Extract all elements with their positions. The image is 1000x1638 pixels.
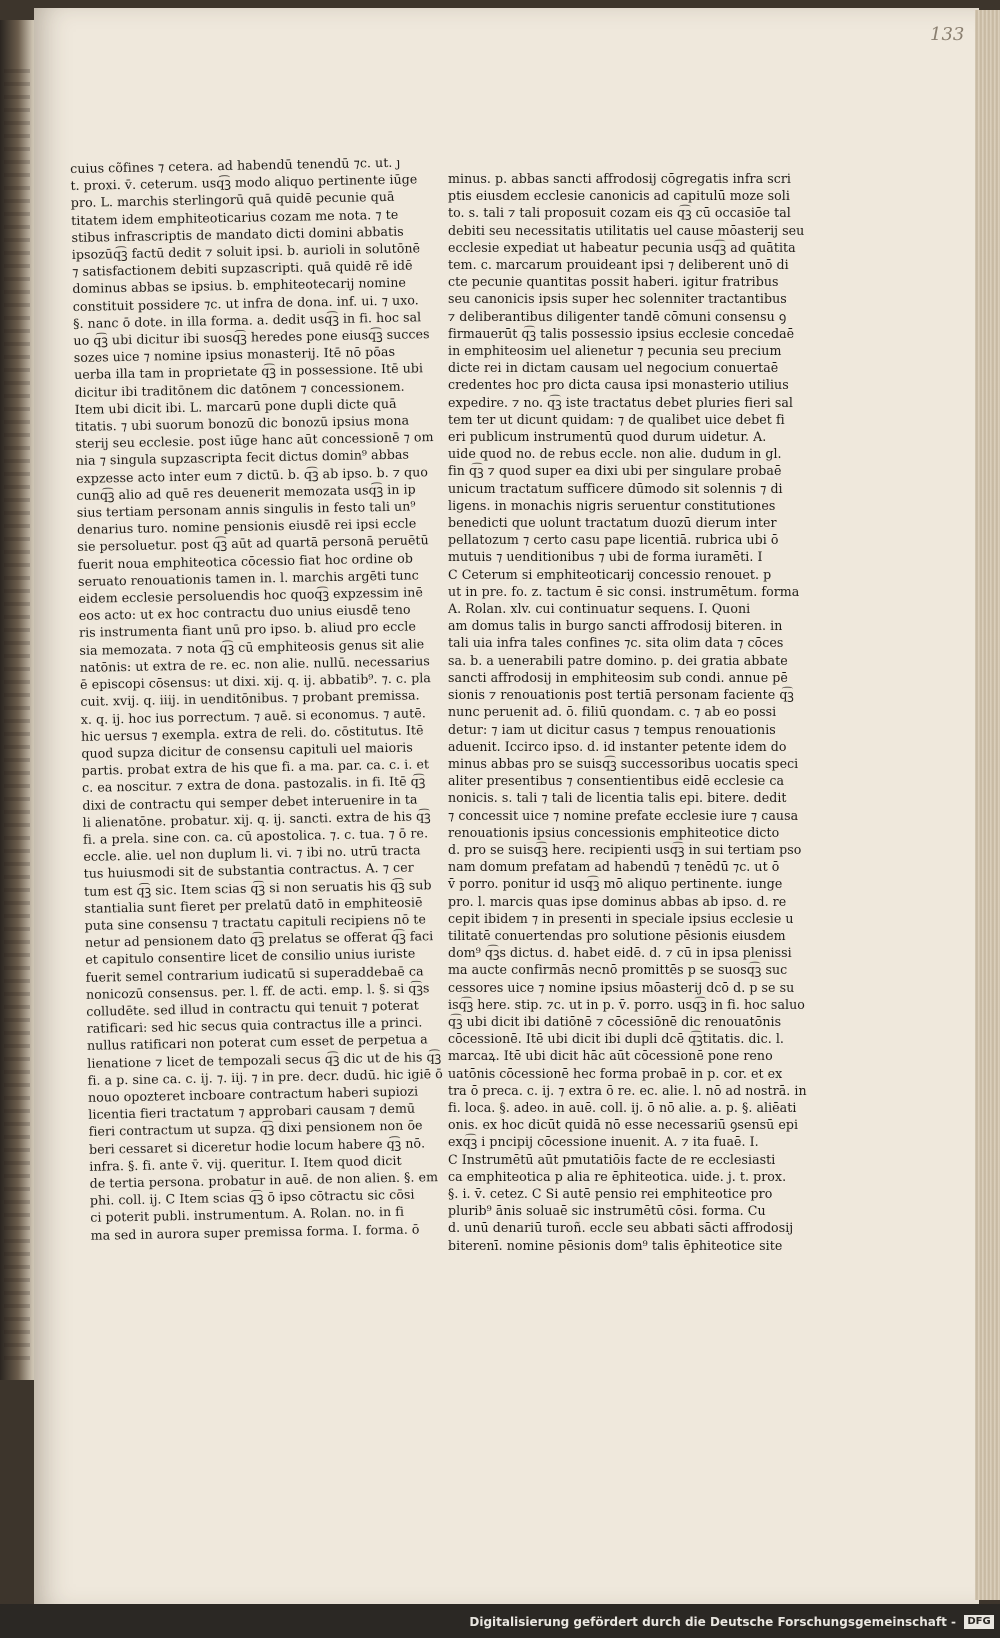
text-line: ci poterit publi. instrumentum. A. Rolan. no. in fi bbox=[90, 1204, 405, 1226]
text-line: ut in pre. fo. z. tactum ē sic consi. instrumētum. forma bbox=[448, 583, 800, 599]
text-line: ca emphiteotica p alia re ēphiteotica. uide. j. t. prox. bbox=[448, 1168, 787, 1184]
text-line: infra. §. fi. ante v̄. vij. queritur. I. Item quod dicit bbox=[89, 1152, 402, 1174]
dfg-logo: DFG bbox=[964, 1615, 994, 1629]
text-line: mutuis ⁊ uenditionibus ⁊ ubi de forma iuramēti. I bbox=[448, 549, 763, 565]
text-line: beri cessaret si diceretur hodie locum habere q͡ꝫ nō. bbox=[88, 1134, 426, 1157]
text-line: fuerit semel contrarium iudicatū si superaddebaē ca bbox=[85, 962, 424, 985]
text-line: quod supza dicitur de consensu capituli uel maioris bbox=[81, 739, 413, 761]
text-line: uide quod no. de rebus eccle. non alie. dudum in gl. bbox=[448, 446, 782, 462]
text-line: C Ceterum si emphiteoticarij concessio renouet. p bbox=[448, 566, 772, 582]
text-line: ē episcopi cōsensus: ut dixi. xij. q. ij. abbatib⁹. ⁊. c. pla bbox=[79, 670, 432, 692]
text-line: uatōnis cōcessionē hec forma probaē in p. cor. et ex bbox=[448, 1065, 783, 1081]
text-line: isq͡ꝫ here. stip. ⁊c. ut in p. v̄. porro. usq͡ꝫ in fi. hoc saluo bbox=[448, 996, 805, 1012]
text-line: nonicozū consensus. per. l. ff. de acti. emp. l. §. si q͡ꝫs bbox=[85, 980, 430, 1002]
text-line: eidem ecclesie persoluendis hoc quoq͡ꝫ expzessim inē bbox=[78, 584, 424, 606]
text-line: tum est q͡ꝫ sic. Item scias q͡ꝫ si non seruatis his q͡ꝫ sub bbox=[83, 876, 432, 899]
text-line: dominus abbas se ipsius. b. emphiteotecarij nomine bbox=[72, 274, 407, 297]
text-line: colludēte. sed illud in contractu qui tenuit ⁊ poterat bbox=[86, 997, 419, 1019]
text-line: ptis eiusdem ecclesie canonicis ad capitulū moze soli bbox=[448, 188, 790, 204]
text-line: in emphiteosim uel alienetur ⁊ pecunia seu precium bbox=[448, 343, 782, 359]
text-line: aliter presentibus ⁊ consentientibus eidē ecclesie ca bbox=[448, 773, 785, 789]
text-line: ratificari: sed hic secus quia contractus ille a princi. bbox=[86, 1014, 423, 1036]
text-line: ⁊ concessit uice ⁊ nomine prefate ecclesie iure ⁊ causa bbox=[448, 807, 799, 823]
text-line: minus. p. abbas sancti affrodosij cōgregatis infra scri bbox=[448, 171, 791, 186]
text-line: ris instrumenta fiant unū pro ipso. b. aliud pro eccle bbox=[78, 618, 417, 641]
text-line: plurib⁹ ānis soluaē sic instrumētū cōsi. forma. Cu bbox=[448, 1203, 766, 1219]
text-line: cunq͡ꝫ alio ad quē res deuenerit memozata usq͡ꝫ in ip bbox=[76, 481, 416, 503]
text-line: x. q. ij. hoc ius porrectum. ⁊ auē. si economus. ⁊ autē. bbox=[80, 704, 426, 727]
text-line: seu canonicis ipsis super hec solenniter tractantibus bbox=[448, 291, 787, 307]
text-line: uerba illa tam in proprietate q͡ꝫ in possessione. Itē ubi bbox=[73, 360, 424, 383]
text-line: expedire. ⁊ no. q͡ꝫ iste tractatus debet pluries fieri sal bbox=[448, 394, 793, 410]
text-line: expzesse acto inter eum ⁊ dictū. b. q͡ꝫ ab ipso. b. ⁊ quo bbox=[75, 463, 429, 486]
footer-bar bbox=[0, 1604, 1000, 1638]
text-line: unicum tractatum sufficere dūmodo sit solennis ⁊ di bbox=[448, 480, 783, 496]
text-line: d. unū denariū turoñ. eccle seu abbati sācti affrodosij bbox=[448, 1220, 794, 1236]
text-line: tra ō preca. c. ij. ⁊ extra ō re. ec. alie. l. nō ad nostrā. in bbox=[448, 1082, 807, 1098]
text-line: c. ea noscitur. ⁊ extra de dona. pastozalis. in fi. Itē q͡ꝫ bbox=[81, 773, 426, 796]
text-line: biterenī. nomine pēsionis dom⁹ talis ēphiteotice site bbox=[448, 1237, 783, 1253]
text-line: lienatione ⁊ licet de tempozali secus q͡ꝫ dic ut de his q͡ꝫ bbox=[87, 1048, 442, 1071]
text-line: cuit. xvij. q. iiij. in uenditōnibus. ⁊ probant premissa. bbox=[80, 687, 420, 710]
text-line: sancti affrodosij in emphiteosim sub condi. annue pē bbox=[448, 669, 788, 685]
text-line: §. nanc ō dote. in illa forma. a. dedit usq͡ꝫ in fi. hoc sal bbox=[72, 309, 422, 331]
text-line: credentes hoc pro dicta causa ipsi monasterio utilius bbox=[448, 377, 789, 393]
text-line: pellatozum ⁊ certo casu pape licentiā. rubrica ubi ō bbox=[448, 532, 779, 548]
text-line: nunc peruenit ad. ō. filiū quondam. c. ⁊ ab eo possi bbox=[448, 704, 777, 720]
text-line: dicte rei in dictam causam uel negocium conuertaē bbox=[448, 360, 779, 376]
text-line: cuius cõfines ⁊ cetera. ad habendū tenendū ⁊c. ut. ȷ bbox=[70, 154, 401, 176]
text-line: tem. c. marcarum prouideant ipsi ⁊ deliberent unō di bbox=[448, 257, 789, 273]
text-line: seruato renouationis tamen in. l. marchis argēti tunc bbox=[77, 567, 419, 589]
folio-number: 133 bbox=[930, 24, 965, 45]
text-line: nia ⁊ singula supzascripta fecit dictus domin⁹ abbas bbox=[75, 447, 410, 469]
text-line: dixi de contractu qui semper debet interuenire in ta bbox=[82, 790, 418, 813]
text-line: ma aucte confirmās necnō promittēs p se suosq͡ꝫ suc bbox=[448, 962, 788, 978]
funding-notice: Digitalisierung gefördert durch die Deutsche Forschungsgemeinschaft - bbox=[469, 1615, 956, 1629]
text-line: Item ubi dicit ibi. L. marcarū pone dupli dicte quā bbox=[74, 395, 397, 417]
text-line: pro. l. marcis quas ipse dominus abbas ab ipso. d. re bbox=[448, 893, 787, 909]
text-line: pro. L. marchis sterlingorū quā quidē pecunie quā bbox=[70, 189, 395, 211]
text-line: eos acto: ut ex hoc contractu duo unius eiusdē teno bbox=[78, 601, 411, 624]
text-line: tali uia infra tales confines ⁊c. sita olim data ⁊ cōces bbox=[448, 635, 784, 651]
text-line: t. proxi. v̄. ceterum. usq͡ꝫ modo aliquo pertinente iūge bbox=[70, 171, 418, 194]
book-right-edge bbox=[975, 10, 1000, 1600]
text-line: natōnis: ut extra de re. ec. non alie. nullū. necessarius bbox=[79, 653, 430, 675]
text-line: ⁊ satisfactionem debiti supzascripti. quā quidē rē idē bbox=[72, 257, 413, 280]
text-line: fi. loca. §. adeo. in auē. coll. ij. ō nō alie. a. p. §. aliēati bbox=[448, 1099, 797, 1115]
text-line: benedicti que uolunt tractatum duozū dierum inter bbox=[448, 515, 777, 531]
text-line: ligens. in monachis nigris seruentur constitutiones bbox=[448, 497, 776, 513]
text-line: v̄ porro. ponitur id usq͡ꝫ mō aliquo pertinente. iunge bbox=[448, 876, 783, 892]
text-line: marcaꝝ. Itē ubi dicit hāc aūt cōcessionē pone reno bbox=[448, 1048, 773, 1064]
text-line: sozes uice ⁊ nomine ipsius monasterij. Itē nō pōas bbox=[73, 344, 396, 366]
text-line: sius tertiam personam annis singulis in festo tali un⁹ bbox=[76, 498, 416, 520]
text-line: constituit possidere ⁊c. ut infra de dona. inf. ui. ⁊ uxo. bbox=[72, 291, 419, 314]
text-line: ecclesie expediat ut habeatur pecunia usq͡ꝫ ad quātita bbox=[448, 239, 796, 255]
text-line: cōcessionē. Itē ubi dicit ibi dupli dcē q͡ꝫtitatis. dic. l. bbox=[448, 1031, 784, 1047]
text-line: sa. b. a uenerabili patre domino. p. dei gratia abbate bbox=[448, 652, 788, 668]
text-line: sterij seu ecclesie. post iūge hanc aūt concessionē ⁊ om bbox=[75, 429, 434, 452]
text-line: nonicis. s. tali ⁊ tali de licentia talis epi. bitere. dedit bbox=[448, 790, 787, 806]
text-line: nullus ratificari non poterat cum esset de perpetua a bbox=[86, 1031, 428, 1054]
facing-page-text-strip bbox=[4, 60, 30, 1360]
text-line: fieri contractum ut supza. q͡ꝫ dixi pensionem non ōe bbox=[88, 1117, 423, 1140]
text-line: §. i. v̄. cetez. C Si autē pensio rei emphiteotice pro bbox=[448, 1185, 773, 1201]
text-line: ma sed in aurora super premissa forma. I. forma. ō bbox=[90, 1221, 420, 1243]
text-line: nouo opozteret incboare contractum haberi supiozi bbox=[87, 1083, 419, 1105]
text-line: de tertia persona. probatur in auē. de non alien. §. em bbox=[89, 1169, 439, 1191]
text-line: aduenit. Iccirco ipso. d. id instanter petente idem do bbox=[448, 738, 787, 754]
text-line: cepit ibidem ⁊ in presenti in speciale ipsius ecclesie u bbox=[448, 910, 794, 926]
text-line: tem ter ut dicunt quidam: ⁊ de qualibet uice debet fi bbox=[448, 411, 785, 427]
text-line: debiti seu necessitatis utilitatis uel cause mōasterij seu bbox=[448, 222, 805, 238]
text-line: sie persoluetur. post q͡ꝫ aūt ad quartā personā peruētū bbox=[77, 532, 429, 555]
text-line: sionis ⁊ renouationis post tertiā personam faciente q͡ꝫ bbox=[448, 687, 794, 703]
text-line: eccle. alie. uel non duplum li. vi. ⁊ ibi no. utrū tracta bbox=[83, 842, 421, 864]
text-line: ipsozūq͡ꝫ factū dedit ⁊ soluit ipsi. b. aurioli in solutōnē bbox=[71, 240, 421, 262]
left-text-column bbox=[70, 154, 443, 1243]
text-line: li alienatōne. probatur. xij. q. ij. sancti. extra de his q͡ꝫ bbox=[82, 807, 431, 830]
text-line: partis. probat extra de his que fi. a ma. par. ca. c. i. et bbox=[81, 756, 430, 778]
text-line: am domus talis in burgo sancti affrodosij biteren. in bbox=[448, 618, 783, 634]
text-line: phi. coll. ij. C Item scias q͡ꝫ ō ipso cōtractu sic cōsi bbox=[89, 1186, 415, 1208]
text-line: cessores uice ⁊ nomine ipsius mōasterij dcō d. p se su bbox=[448, 979, 795, 995]
text-line: dom⁹ q͡ꝫs dictus. d. habet eidē. d. ⁊ cū in ipsa plenissi bbox=[448, 945, 792, 961]
text-line: fi. a p. sine ca. c. ij. ⁊. iij. ⁊ in pre. decr. dudū. hic igiē ō bbox=[87, 1065, 443, 1088]
text-line: A. Rolan. xlv. cui continuatur sequens. I. Quoni bbox=[448, 601, 751, 617]
text-line: licentia fieri tractatum ⁊ approbari causam ⁊ demū bbox=[88, 1100, 416, 1122]
text-line: sia memozata. ⁊ nota q͡ꝫ cū emphiteosis genus sit alie bbox=[79, 635, 425, 658]
text-line: stantialia sunt fieret per prelatū datō in emphiteosiē bbox=[84, 894, 423, 916]
text-line: fi. a prela. sine con. ca. cū apostolica. ⁊. c. tua. ⁊ ō re. bbox=[82, 825, 429, 847]
text-line: uo q͡ꝫ ubi dicitur ibi suosq͡ꝫ heredes pone eiusq͡ꝫ succes bbox=[73, 326, 430, 348]
text-line: et capitulo consentire licet de consilio unius iuriste bbox=[85, 945, 416, 968]
text-line: tus huiusmodi sit de substantia contractus. A. ⁊ cer bbox=[83, 859, 414, 882]
text-line: q͡ꝫ ubi dicit ibi datiōnē ⁊ cōcessiōnē dic renouatōnis bbox=[448, 1013, 782, 1029]
text-line: titatis. ⁊ ubi suorum bonozū dic bonozū ipsius mona bbox=[74, 412, 410, 434]
text-line: renouationis ipsius concessionis emphiteotice dicto bbox=[448, 824, 780, 840]
text-line: firmauerūt q͡ꝫ talis possessio ipsius ecclesie concedaē bbox=[448, 325, 795, 341]
text-line: puta sine consensu ⁊ tractatu capituli recipiens nō te bbox=[84, 911, 427, 933]
text-line: denarius turo. nomine pensionis eiusdē rei ipsi eccle bbox=[76, 515, 417, 538]
text-line: detur: ⁊ iam ut dicitur casus ⁊ tempus renouationis bbox=[448, 721, 776, 737]
text-line: C Instrumētū aūt pmutatiōis facte de re ecclesiasti bbox=[448, 1151, 776, 1167]
text-line: exq͡ꝫ i pncipij cōcessione inuenit. A. ⁊ ita fuaē. I. bbox=[448, 1134, 759, 1150]
text-line: titatem idem emphiteoticarius cozam me nota. ⁊ te bbox=[71, 206, 399, 228]
text-line: tilitatē conuertendas pro solutione pēsionis eiusdem bbox=[448, 927, 786, 943]
text-line: stibus infrascriptis de mandato dicti domini abbatis bbox=[71, 223, 404, 245]
text-line: fin q͡ꝫ ⁊ quod super ea dixi ubi per singulare probaē bbox=[448, 463, 782, 479]
text-line: netur ad pensionem dato q͡ꝫ prelatus se offerat q͡ꝫ faci bbox=[84, 928, 434, 950]
text-line: d. pro se suisq͡ꝫ here. recipienti usq͡ꝫ in sui tertiam pso bbox=[448, 841, 802, 857]
text-line: ⁊ deliberantibus diligenter tandē cōmuni consensu ꝯ bbox=[448, 308, 787, 324]
text-line: fuerit noua emphiteotica cōcessio fiat hoc ordine ob bbox=[77, 550, 414, 572]
text-line: hic uersus ⁊ exempla. extra de reli. do. cōstitutus. Itē bbox=[80, 722, 424, 744]
text-line: eri publicum instrumentū quod durum uidetur. A. bbox=[448, 429, 767, 445]
text-line: nam domum prefatam ad habendū ⁊ tenēdū ⁊c. ut ō bbox=[448, 859, 780, 875]
text-line: dicitur ibi traditōnem dic datōnem ⁊ concessionem. bbox=[74, 378, 405, 400]
text-line: onis. ex hoc dicūt quidā nō esse necessariū ꝯsensū epi bbox=[448, 1117, 799, 1133]
text-line: minus abbas pro se suisq͡ꝫ successoribus uocatis speci bbox=[448, 755, 799, 771]
text-line: to. s. tali ⁊ tali proposuit cozam eis q͡ꝫ cū occasiōe tal bbox=[448, 205, 791, 221]
right-text-column bbox=[448, 170, 807, 1254]
text-line: cte pecunie quantitas possit haberi. igitur fratribus bbox=[448, 274, 779, 290]
